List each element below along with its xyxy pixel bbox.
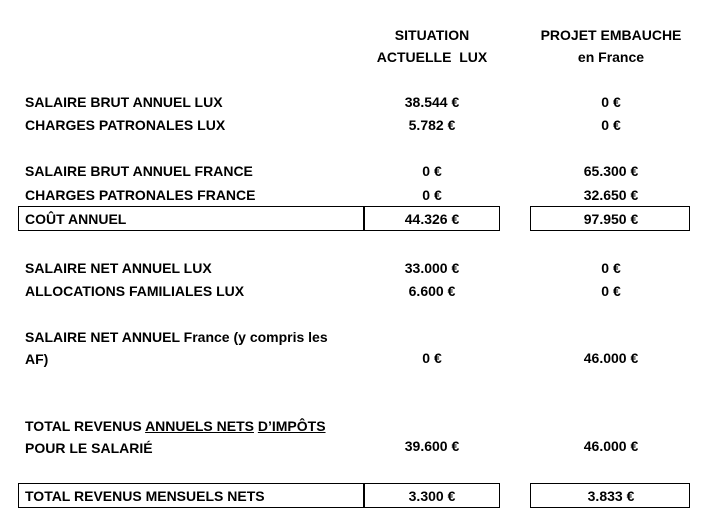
value-salaire-net-lux-project: 0 € (601, 260, 621, 276)
label-total-mensuel: TOTAL REVENUS MENSUELS NETS (25, 488, 265, 504)
header-situation-actuelle (357, 24, 507, 68)
value-total-mensuel-current: 3.300 € (408, 488, 456, 504)
value-salaire-brut-lux-project: 0 € (601, 94, 621, 110)
value-salaire-brut-france-project: 65.300 € (583, 163, 639, 179)
value-charges-lux-project: 0 € (601, 117, 621, 133)
header-situation-line2: ACTUELLE LUX (376, 49, 488, 65)
header-situation-line1: SITUATION (394, 27, 470, 43)
label-total-annuel-underlined-2: D’IMPÔTS (257, 418, 326, 434)
value-salaire-net-lux-current: 33.000 € (404, 260, 460, 276)
value-total-mensuel-project: 3.833 € (587, 488, 635, 504)
label-salaire-net-lux: SALAIRE NET ANNUEL LUX (25, 260, 212, 276)
label-allocations-lux: ALLOCATIONS FAMILIALES LUX (25, 283, 245, 299)
value-cout-annuel-current: 44.326 € (404, 211, 460, 227)
header-projet-line1: PROJET EMBAUCHE (540, 27, 682, 43)
label-total-annuel-line2: POUR LE SALARIÉ (25, 440, 153, 456)
header-projet-line2: en France (577, 49, 645, 65)
value-allocations-lux-project: 0 € (601, 283, 621, 299)
value-salaire-net-france-current: 0 € (422, 350, 442, 366)
label-total-annuel-underlined-1: ANNUELS NETS (145, 418, 254, 434)
value-charges-lux-current: 5.782 € (408, 117, 456, 133)
value-salaire-brut-france-current: 0 € (422, 163, 442, 179)
label-salaire-net-france (25, 326, 328, 370)
value-salaire-brut-lux-current: 38.544 € (404, 94, 460, 110)
value-charges-france-current: 0 € (422, 187, 442, 203)
value-allocations-lux-current: 6.600 € (408, 283, 456, 299)
label-total-annuel-line1 (25, 415, 326, 437)
label-total-annuel (25, 415, 326, 459)
value-salaire-net-france-project: 46.000 € (583, 350, 639, 366)
label-charges-france: CHARGES PATRONALES FRANCE (25, 187, 256, 203)
label-salaire-brut-france: SALAIRE BRUT ANNUEL FRANCE (25, 163, 253, 179)
value-total-annuel-current: 39.600 € (404, 438, 460, 454)
label-salaire-brut-lux: SALAIRE BRUT ANNUEL LUX (25, 94, 223, 110)
label-charges-lux: CHARGES PATRONALES LUX (25, 117, 226, 133)
header-projet-embauche (523, 24, 699, 68)
value-charges-france-project: 32.650 € (583, 187, 639, 203)
label-total-annuel-prefix: TOTAL REVENUS (25, 418, 146, 434)
label-salaire-net-france-line1: SALAIRE NET ANNUEL France (y compris les (25, 329, 328, 345)
label-salaire-net-france-line2: AF) (25, 351, 49, 367)
value-cout-annuel-project: 97.950 € (583, 211, 639, 227)
label-cout-annuel: COÛT ANNUEL (25, 211, 127, 227)
value-total-annuel-project: 46.000 € (583, 438, 639, 454)
